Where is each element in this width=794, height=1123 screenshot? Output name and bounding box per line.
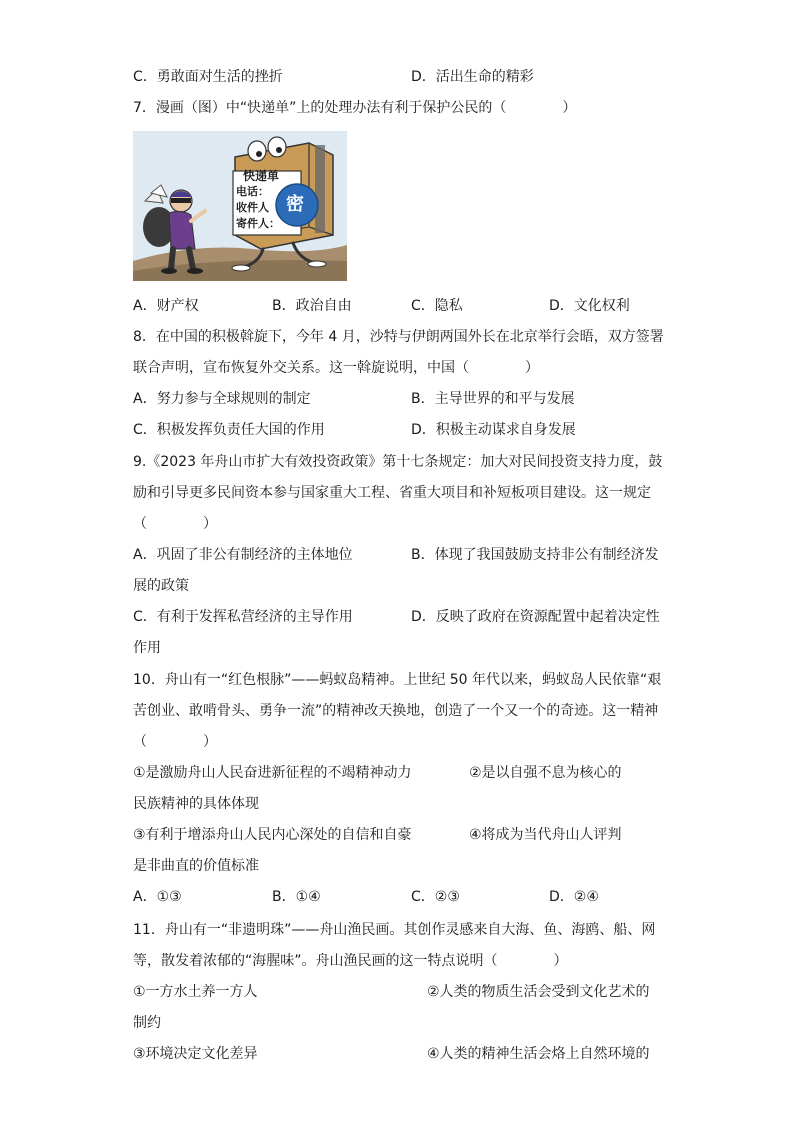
q8-option-d: D．积极主动谋求自身发展 [411, 422, 576, 438]
q9-option-b-cont: 展的政策 [133, 578, 189, 594]
q10-option-a: A．①③ [133, 889, 182, 905]
q9-option-d: D．反映了政府在资源配置中起着决定性 [411, 609, 660, 625]
q10-option-b: B．①④ [272, 889, 321, 905]
q11-item-2-cont: 制约 [133, 1015, 161, 1031]
slip-sender: 寄件人： [236, 217, 280, 230]
q10-stem-line2: 苦创业、敢啃骨头、勇争一流”的精神改天换地，创造了一个又一个的奇迹。这一精神 [133, 703, 659, 719]
q7-option-b: B．政治自由 [272, 298, 352, 314]
q10-option-d: D．②④ [549, 889, 599, 905]
q10-item-2-cont: 民族精神的具体体现 [133, 796, 259, 812]
q6-option-c: C．勇敢面对生活的挫折 [133, 69, 283, 85]
q10-item-3: ③有利于增添舟山人民内心深处的自信和自豪 [133, 827, 412, 843]
q11-item-3: ③环境决定文化差异 [133, 1046, 258, 1062]
secret-seal: 密 [286, 194, 304, 215]
q9-option-c: C．有利于发挥私营经济的主导作用 [133, 609, 353, 625]
q8-option-a: A．努力参与全球规则的制定 [133, 391, 311, 407]
q11-item-4: ④人类的精神生活会烙上自然环境的 [427, 1046, 650, 1062]
q11-stem-line2: 等，散发着浓郁的“海腥味”。舟山渔民画的这一特点说明（ ） [133, 953, 568, 969]
q9-stem-line2: 励和引导更多民间资本参与国家重大工程、省重大项目和补短板项目建设。这一规定 [133, 485, 651, 501]
q7-option-d: D．文化权利 [549, 298, 630, 314]
q8-option-b: B．主导世界的和平与发展 [411, 391, 575, 407]
q8-stem-line1: 8．在中国的积极斡旋下，今年 4 月，沙特与伊朗两国外长在北京举行会晤，双方签署 [133, 329, 664, 345]
q6-option-d: D．活出生命的精彩 [411, 69, 534, 85]
q9-stem-line1: 9.《2023 年舟山市扩大有效投资政策》第十七条规定：加大对民间投资支持力度，鼓 [133, 454, 663, 470]
slip-title: 快递单 [243, 169, 280, 183]
q10-item-1: ①是激励舟山人民奋进新征程的不竭精神动力 [133, 765, 412, 781]
q9-option-b: B．体现了我国鼓励支持非公有制经济发 [411, 547, 659, 563]
slip-receiver: 收件人 [236, 201, 269, 214]
q9-stem-line3: （ ） [133, 516, 217, 532]
q10-item-4: ④将成为当代舟山人评判 [469, 827, 622, 843]
q9-option-d-cont: 作用 [133, 640, 161, 656]
q8-option-c: C．积极发挥负责任大国的作用 [133, 422, 325, 438]
q10-item-4-cont: 是非曲直的价值标准 [133, 858, 259, 874]
q7-option-c: C．隐私 [411, 298, 463, 314]
q9-option-a: A．巩固了非公有制经济的主体地位 [133, 547, 353, 563]
q7-option-a: A．财产权 [133, 298, 199, 314]
q10-stem-line3: （ ） [133, 734, 217, 750]
q10-item-2: ②是以自强不息为核心的 [469, 765, 622, 781]
q10-option-c: C．②③ [411, 889, 460, 905]
q11-stem-line1: 11．舟山有一“非遗明珠”——舟山渔民画。其创作灵感来自大海、鱼、海鸥、船、网 [133, 922, 656, 938]
slip-phone: 电话： [236, 185, 269, 198]
q7-stem: 7．漫画（图）中“快递单”上的处理办法有利于保护公民的（ ） [133, 100, 577, 116]
q8-stem-line2: 联合声明，宣布恢复外交关系。这一斡旋说明，中国（ ） [133, 360, 539, 376]
q11-item-1: ①一方水土养一方人 [133, 984, 258, 1000]
q11-item-2: ②人类的物质生活会受到文化艺术的 [427, 984, 650, 1000]
q10-stem-line1: 10．舟山有一“红色根脉”——蚂蚁岛精神。上世纪 50 年代以来，蚂蚁岛人民依靠“艰 [133, 672, 662, 688]
q7-cartoon [133, 131, 347, 281]
